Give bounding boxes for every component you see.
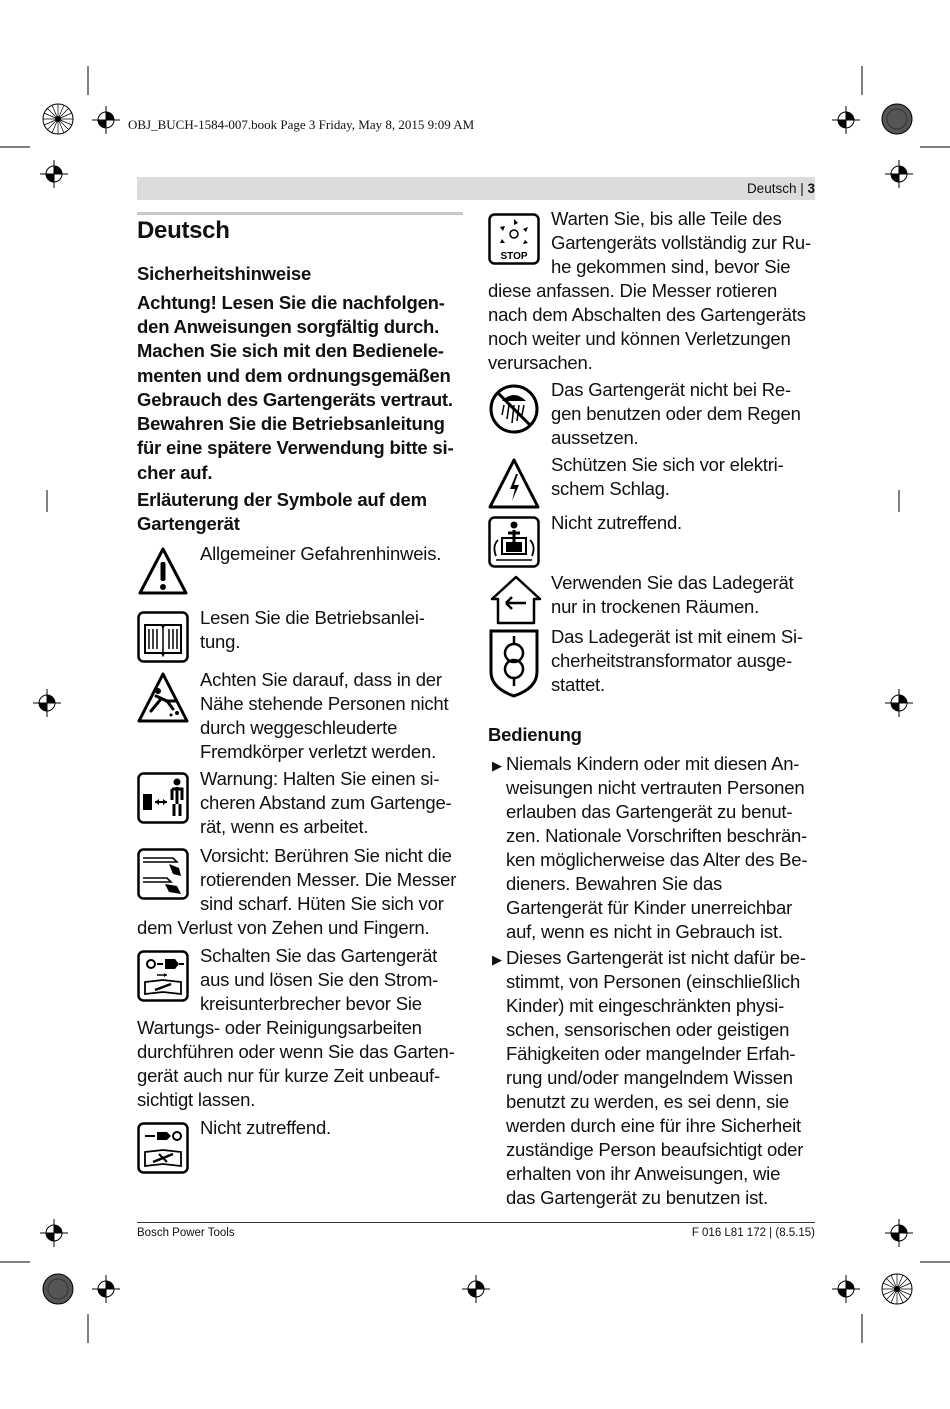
title-rule [137,212,463,215]
safety-transformer-icon [488,628,540,698]
symbol-text: aussetzen. [551,427,639,448]
heading-operation: Bedienung [488,724,582,745]
symbol-text: Warten Sie, bis alle Teile des [551,208,782,229]
indoor-use-icon [488,573,544,627]
symbol-text: Vorsicht: Berühren Sie nicht die [200,845,452,866]
symbol-text: durch weggeschleuderte [200,717,398,738]
bullet-line: Kinder) mit eingeschränkten physi- [506,995,785,1016]
page-header [747,181,815,196]
no-rain-icon [488,383,540,435]
symbol-text: nach dem Abschalten des Gartengeräts [488,304,806,325]
symbol-text: Nähe stehende Personen nicht [200,693,449,714]
symbol-text: Allgemeiner Gefahrenhinweis. [200,543,442,564]
safety-warning-line: menten und dem ordnungsgemäßen [137,365,451,386]
bullet-line: zen. Nationale Vorschriften beschrän- [506,825,808,846]
symbol-text: dem Verlust von Zehen und Fingern. [137,917,430,938]
symbol-text: Gartengeräts vollständig zur Ru- [551,232,811,253]
symbol-text: rotierenden Messer. Die Messer [200,869,457,890]
symbol-text: sichtigt lassen. [137,1089,256,1110]
bullet-line: das Gartengerät zu benutzen ist. [506,1187,769,1208]
symbol-text: Schalten Sie das Gartengerät [200,945,438,966]
bullet-line: weisungen nicht vertrauten Personen [506,777,805,798]
bullet-arrow-icon: ▶ [492,952,502,967]
symbol-text: tung. [200,631,241,652]
footer-rule [137,1222,815,1223]
stop-rotating-icon [488,213,540,265]
bullet-line: dieners. Bewahren Sie das [506,873,723,894]
footer-brand: Bosch Power Tools [137,1227,235,1239]
footer-docnumber: F 016 L81 172 | (8.5.15) [691,1227,815,1239]
bullet-line: stimmt, von Personen (einschließlich [506,971,801,992]
safety-warning-line: Achtung! Lesen Sie die nachfolgen- [137,292,445,313]
bullet-line: erlauben das Gartengerät zu benut- [506,801,793,822]
symbol-text: kreisunterbrecher bevor Sie [200,993,422,1014]
safety-warning-line: Gebrauch des Gartengeräts vertraut. [137,389,453,410]
symbol-text: cherheitstransformator ausge- [551,650,792,671]
heading-safety: Sicherheitshinweise [137,263,312,284]
heading-symbols: Gartengerät [137,513,240,534]
warning-triangle-icon [137,545,189,597]
bullet-line: ▶ Dieses Gartengerät ist nicht dafür be- [492,946,806,972]
safety-warning-line: Bewahren Sie die Betriebsanleitung [137,413,445,434]
symbol-text: Wartungs- oder Reinigungsarbeiten [137,1017,422,1038]
symbol-text: Schützen Sie sich vor elektri- [551,454,784,475]
symbol-text: aus und lösen Sie den Strom- [200,969,439,990]
symbol-text: he gekommen sind, bevor Sie [551,256,791,277]
bullet-line: zuständige Person beaufsichtigt oder [506,1139,804,1160]
safety-warning-line: Machen Sie sich mit den Bedienele- [137,340,444,361]
symbol-text: Nicht zutreffend. [200,1117,331,1138]
safety-warning-line: für eine spätere Verwendung bitte si- [137,437,454,458]
safety-warning-line: den Anweisungen sorgfältig durch. [137,316,440,337]
bullet-line: werden durch eine für ihre Sicherheit [506,1115,801,1136]
symbol-text: diese anfassen. Die Messer rotieren [488,280,778,301]
thrown-objects-icon [137,671,189,725]
header-bar [137,177,815,200]
unplug-maintenance-icon [137,950,189,1002]
bullet-line: erhalten von ihr Anweisungen, wie [506,1163,781,1184]
symbol-text: rät, wenn es arbeitet. [200,816,369,837]
symbol-text: Warnung: Halten Sie einen si- [200,768,440,789]
sharp-blades-icon [137,848,189,900]
symbol-text: Verwenden Sie das Ladegerät [551,572,794,593]
safety-warning-line: cher auf. [137,462,213,483]
bullet-line: ken möglicherweise das Alter des Be- [506,849,808,870]
symbol-text: cheren Abstand zum Gartenge- [200,792,452,813]
maintenance-plug-icon [137,1122,189,1174]
symbol-text: Das Ladegerät ist mit einem Si- [551,626,803,647]
symbol-text: gen benutzen oder dem Regen [551,403,801,424]
symbol-text: Achten Sie darauf, dass in der [200,669,442,690]
print-info-line: OBJ_BUCH-1584-007.book Page 3 Friday, May 8, 2015 9:09 AM [128,117,475,132]
bullet-line: Fähigkeiten oder mangelnder Erfah- [506,1043,796,1064]
page-number: 3 [807,181,815,196]
symbol-text: Lesen Sie die Betriebsanlei- [200,607,425,628]
bullet-line: Gartengerät für Kinder unerreichbar [506,897,793,918]
bullet-line: ▶ Niemals Kindern oder mit diesen An- [492,752,799,778]
symbol-text: stattet. [551,674,605,695]
stop-label: STOP [500,251,528,262]
bullet-arrow-icon: ▶ [492,758,502,773]
electric-shock-icon [488,457,540,511]
symbol-text: Das Gartengerät nicht bei Re- [551,379,791,400]
bullet-line: benutzt zu werden, es sei denn, sie [506,1091,790,1112]
symbol-text: nur in trockenen Räumen. [551,596,760,617]
bullet-line: rung und/oder mangelndem Wissen [506,1067,793,1088]
safe-distance-icon [137,772,189,824]
symbol-text: Nicht zutreffend. [551,512,682,533]
page-title: Deutsch [137,217,230,244]
symbol-text: schem Schlag. [551,478,670,499]
read-manual-icon [137,611,189,663]
symbol-text: durchführen oder wenn Sie das Garten- [137,1041,455,1062]
symbol-text: verursachen. [488,352,593,373]
bullet-line: auf, wenn es nicht in Gebrauch ist. [506,921,783,942]
symbol-text: noch weiter und können Verletzungen [488,328,791,349]
symbol-text: Fremdkörper verletzt werden. [200,741,437,762]
operator-icon [488,516,540,568]
symbol-text: gerät auch nur für kurze Zeit unbeauf- [137,1065,440,1086]
header-language: Deutsch [746,181,797,196]
heading-symbols: Erläuterung der Symbole auf dem [137,489,427,510]
header-separator: | [796,181,808,196]
symbol-text: sind scharf. Hüten Sie sich vor [200,893,444,914]
bullet-line: schen, sensorischen oder geistigen [506,1019,790,1040]
